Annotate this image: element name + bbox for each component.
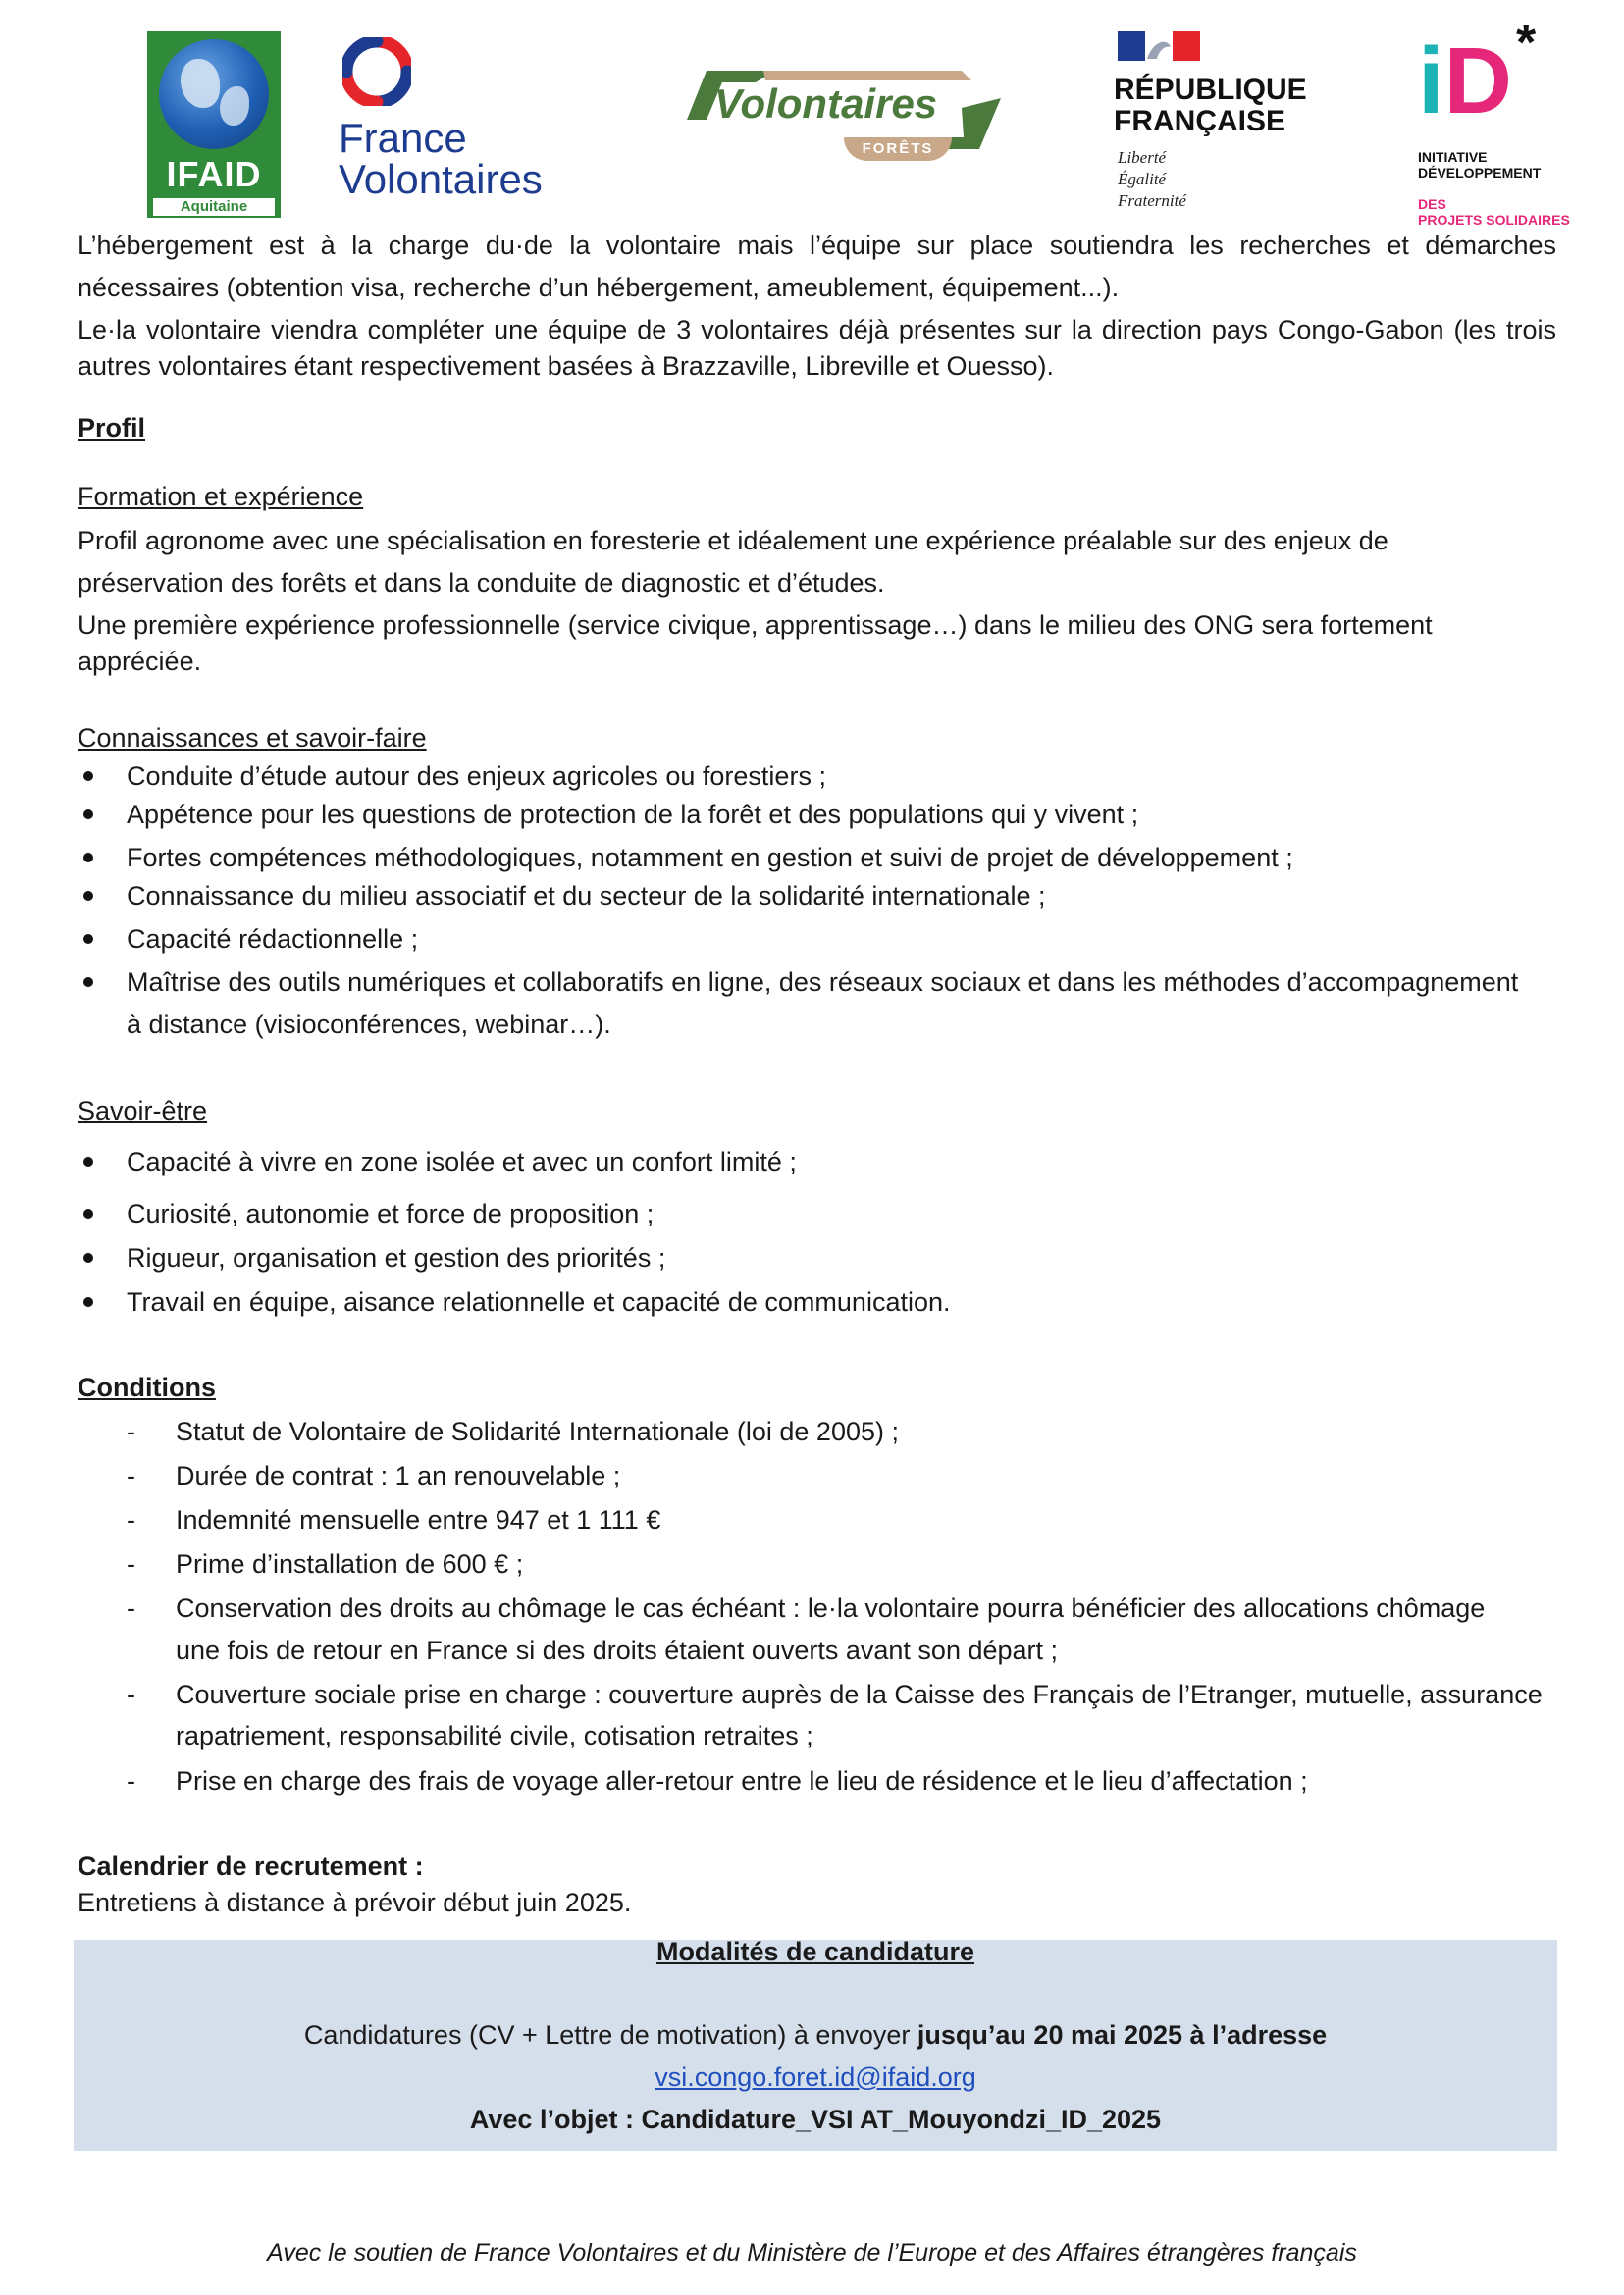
france-volontaires-line1: France [339, 115, 467, 161]
conditions-item-text: Couverture sociale prise en charge : couverture auprès de la Caisse des Français de l’Etranger, mutuelle, assurance [176, 1680, 1543, 1709]
dash-marker: - [127, 1417, 135, 1446]
profil-heading: Profil [78, 413, 146, 443]
list-item-text: Rigueur, organisation et gestion des priorités ; [127, 1243, 666, 1273]
modalites-objet: Avec l’objet : Candidature_VSI AT_Mouyondzi_ID_2025 [469, 2105, 1162, 2134]
intro-p1-line2: nécessaires (obtention visa, recherche d’un hébergement, ameublement, équipement...). [78, 273, 1120, 302]
list-item-text: Maîtrise des outils numériques et collaboratifs en ligne, des réseaux sociaux et dans les méthodes d’accompagnement [127, 967, 1519, 997]
id-caption-main [1418, 149, 1541, 181]
conditions-item-text: rapatriement, responsabilité civile, cotisation retraites ; [176, 1721, 813, 1750]
id-caption-line1: INITIATIVE [1418, 149, 1488, 165]
dash-marker: - [127, 1593, 135, 1623]
modalites-line1-bold: jusqu’au 20 mai 2025 à l’adresse [917, 2020, 1328, 2050]
conditions-item-text: Statut de Volontaire de Solidarité Internationale (loi de 2005) ; [176, 1417, 899, 1446]
list-item-text: Travail en équipe, aisance relationnelle et capacité de communication. [127, 1287, 951, 1317]
bullet-icon [83, 934, 93, 944]
ifaid-logo [147, 31, 281, 218]
motto-liberte: Liberté [1118, 148, 1167, 167]
bullet-icon [83, 891, 93, 901]
dash-marker: - [127, 1766, 135, 1796]
dash-marker: - [127, 1549, 135, 1579]
france-volontaires-mark-icon [342, 37, 411, 106]
id-letter-d: D [1443, 28, 1512, 133]
formation-line3: Une première expérience professionnelle (service civique, apprentissage…) dans le milieu des ONG sera fortement [78, 610, 1433, 640]
modalites-email-row [74, 2057, 1557, 2099]
bullet-icon [83, 1209, 93, 1219]
bullet-icon [83, 1253, 93, 1263]
conditions-item-text: Indemnité mensuelle entre 947 et 1 111 € [176, 1505, 661, 1535]
list-item-text: à distance (visioconférences, webinar…). [127, 1010, 611, 1039]
id-letter-i: i [1418, 28, 1444, 133]
modalites-heading: Modalités de candidature [655, 1937, 975, 1966]
id-letters [1418, 28, 1512, 133]
volontaires-forets-logo [667, 59, 1021, 167]
motto-fraternite: Fraternité [1118, 191, 1186, 210]
list-item-text: Conduite d’étude autour des enjeux agricoles ou forestiers ; [127, 761, 826, 791]
list-item-text: Curiosité, autonomie et force de proposition ; [127, 1199, 655, 1228]
ifaid-logo-name: IFAID [166, 154, 262, 194]
list-item-text: Capacité à vivre en zone isolée et avec un confort limité ; [127, 1147, 797, 1176]
volontaires-forets-tag: FORÊTS [844, 137, 952, 161]
bullet-icon [83, 809, 93, 819]
asterisk-icon: * [1516, 15, 1537, 72]
logo-header [0, 15, 1624, 228]
marianne-flag-icon [1118, 31, 1200, 61]
volontaires-forets-word: Volontaires [714, 80, 938, 127]
conditions-item-text: Prime d’installation de 600 € ; [176, 1549, 524, 1579]
france-volontaires-line2: Volontaires [339, 156, 543, 202]
email-link[interactable]: vsi.congo.foret.id@ifaid.org [655, 2062, 976, 2092]
list-item-text: Appétence pour les questions de protection de la forêt et des populations qui y vivent ; [127, 800, 1139, 829]
savoir-etre-heading: Savoir-être [78, 1096, 208, 1125]
list-item-text: Capacité rédactionnelle ; [127, 924, 419, 954]
bullet-icon [83, 771, 93, 781]
list-item-text: Fortes compétences méthodologiques, notamment en gestion et suivi de projet de développement ; [127, 843, 1293, 872]
bullet-icon [83, 853, 93, 862]
ifaid-logo-sub: Aquitaine [153, 198, 275, 216]
formation-line2: préservation des forêts et dans la conduite de diagnostic et d’études. [78, 568, 885, 598]
motto-egalite: Égalité [1118, 170, 1167, 188]
id-caption-line3: DES [1418, 196, 1446, 212]
intro-p2-line2: autres volontaires étant respectivement basées à Brazzaville, Libreville et Ouesso). [78, 351, 1054, 381]
bullet-icon [83, 1297, 93, 1307]
id-caption-sub [1418, 196, 1570, 228]
conditions-item-text: Durée de contrat : 1 an renouvelable ; [176, 1461, 621, 1490]
republique-line1: RÉPUBLIQUE [1114, 74, 1307, 106]
dash-marker: - [127, 1680, 135, 1709]
conditions-item-text: une fois de retour en France si des droits étaient ouverts avant son départ ; [176, 1636, 1059, 1665]
calendrier-text: Entretiens à distance à prévoir début juin 2025. [78, 1888, 632, 1917]
connaissances-heading: Connaissances et savoir-faire [78, 723, 427, 753]
intro-p2-line1: Le·la volontaire viendra compléter une équipe de 3 volontaires déjà présentes sur la direction pays Congo-Gabon (les trois [78, 315, 1556, 344]
conditions-item-text: Conservation des droits au chômage le cas échéant : le·la volontaire pourra bénéficier des allocations chômage [176, 1593, 1486, 1623]
france-volontaires-logo [339, 37, 594, 224]
initiative-developpement-logo [1418, 15, 1585, 228]
globe-icon [159, 39, 269, 149]
formation-line4: appréciée. [78, 647, 202, 676]
conditions-item-text: Prise en charge des frais de voyage aller-retour entre le lieu de résidence et le lieu d’affectation ; [176, 1766, 1308, 1796]
france-volontaires-wordmark [339, 115, 543, 202]
formation-heading: Formation et expérience [78, 482, 364, 511]
modalites-line1 [74, 2014, 1557, 2057]
conditions-heading: Conditions [78, 1373, 216, 1402]
id-caption-line2: DÉVELOPPEMENT [1418, 165, 1542, 181]
republique-motto [1118, 147, 1186, 212]
id-caption-line4: PROJETS SOLIDAIRES [1418, 212, 1570, 228]
formation-line1: Profil agronome avec une spécialisation en foresterie et idéalement une expérience préalable sur des enjeux de [78, 526, 1388, 555]
footer-note: Avec le soutien de France Volontaires et du Ministère de l’Europe et des Affaires étrangères français [267, 2239, 1357, 2267]
calendrier-heading: Calendrier de recrutement : [78, 1852, 424, 1881]
republique-line2: FRANÇAISE [1114, 105, 1286, 137]
modalites-line1-plain: Candidatures (CV + Lettre de motivation) à envoyer [303, 2020, 917, 2050]
intro-p1-line1: L’hébergement est à la charge du·de la volontaire mais l’équipe sur place soutiendra les recherches et démarches [78, 231, 1556, 260]
republique-francaise-title [1114, 75, 1307, 137]
list-item-text: Connaissance du milieu associatif et du secteur de la solidarité internationale ; [127, 881, 1046, 911]
dash-marker: - [127, 1505, 135, 1535]
republique-francaise-logo [1114, 31, 1330, 228]
dash-marker: - [127, 1461, 135, 1490]
bullet-icon [83, 1157, 93, 1167]
bullet-icon [83, 977, 93, 987]
